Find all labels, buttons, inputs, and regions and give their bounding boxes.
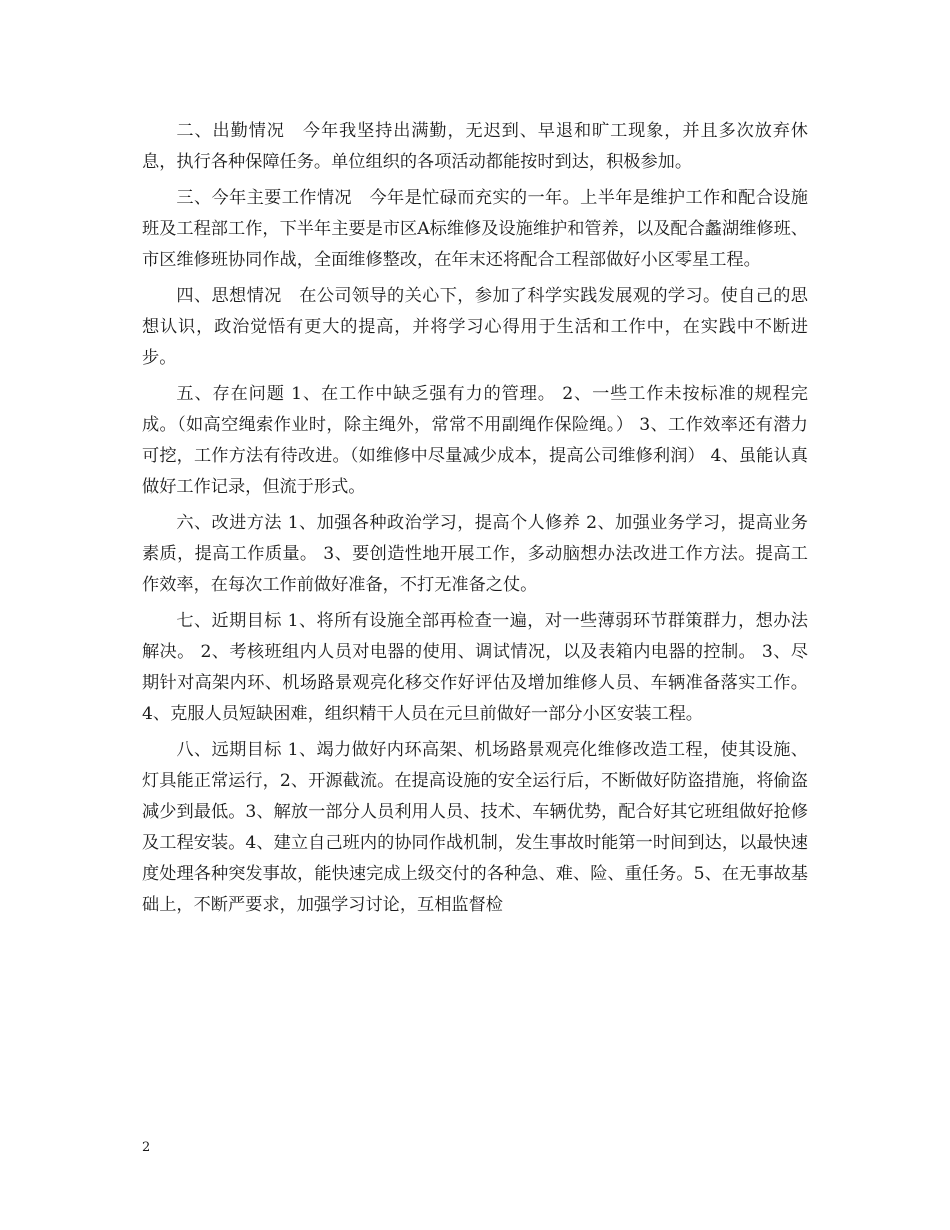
document-body (142, 116, 814, 926)
paragraph-improvements: 六、改进方法 1、加强各种政治学习，提高个人修养 2、加强业务学习，提高业务素质，提高工作质量。 3、要创造性地开展工作，多动脑想办法改进工作方法。提高工作效率，在每次工作前做好准备，不打无准备之仗。 (142, 513, 808, 595)
page-number: 2 (142, 1140, 151, 1155)
paragraph-long-term-goals: 八、远期目标 1、竭力做好内环高架、机场路景观亮化维修改造工程，使其设施、灯具能正常运行，2、开源截流。在提高设施的安全运行后，不断做好防盗措施，将偷盗减少到最低。3、解放一部分人员利用人员、技术、车辆优势，配合好其它班组做好抢修及工程安装。4、建立自己班内的协同作战机制，发生事故时能第一时间到达，以最快速度处理各种突发事故，能快速完成上级交付的各种急、难、险、重任务。5、在无事故基础上，不断严要求，加强学习讨论，互相监督检 (142, 740, 808, 915)
paragraph-main-work: 三、今年主要工作情况 今年是忙碌而充实的一年。上半年是维护工作和配合设施班及工程部工作，下半年主要是市区A标维修及设施维护和管养，以及配合蠡湖维修班、市区维修班协同作战，全面维修整改，在年末还将配合工程部做好小区零星工程。 (142, 188, 808, 270)
paragraph-thoughts: 四、思想情况 在公司领导的关心下，参加了科学实践发展观的学习。使自己的思想认识，政治觉悟有更大的提高，并将学习心得用于生活和工作中，在实践中不断进步。 (142, 286, 808, 368)
paragraph-short-term-goals: 七、近期目标 1、将所有设施全部再检查一遍，对一些薄弱环节群策群力，想办法解决。 2、考核班组内人员对电器的使用、调试情况，以及表箱内电器的控制。 3、尽期针对高架内环、机场路景观亮化移交作好评估及增加维修人员、车辆准备落实工作。 4、克服人员短缺困难，组织精干人员在元旦前做好一部分小区安装工程。 (142, 611, 814, 724)
paragraph-problems: 五、存在问题 1、在工作中缺乏强有力的管理。 2、一些工作未按标准的规程完成。（如高空绳索作业时，除主绳外，常常不用副绳作保险绳。） 3、工作效率还有潜力可挖，工作方法有待改进。（如维修中尽量减少成本，提高公司维修利润） 4、虽能认真做好工作记录，但流于形式。 (142, 384, 808, 497)
paragraph-attendance: 二、出勤情况 今年我坚持出满勤，无迟到、早退和旷工现象，并且多次放弃休息，执行各种保障任务。单位组织的各项活动都能按时到达，积极参加。 (142, 121, 808, 172)
